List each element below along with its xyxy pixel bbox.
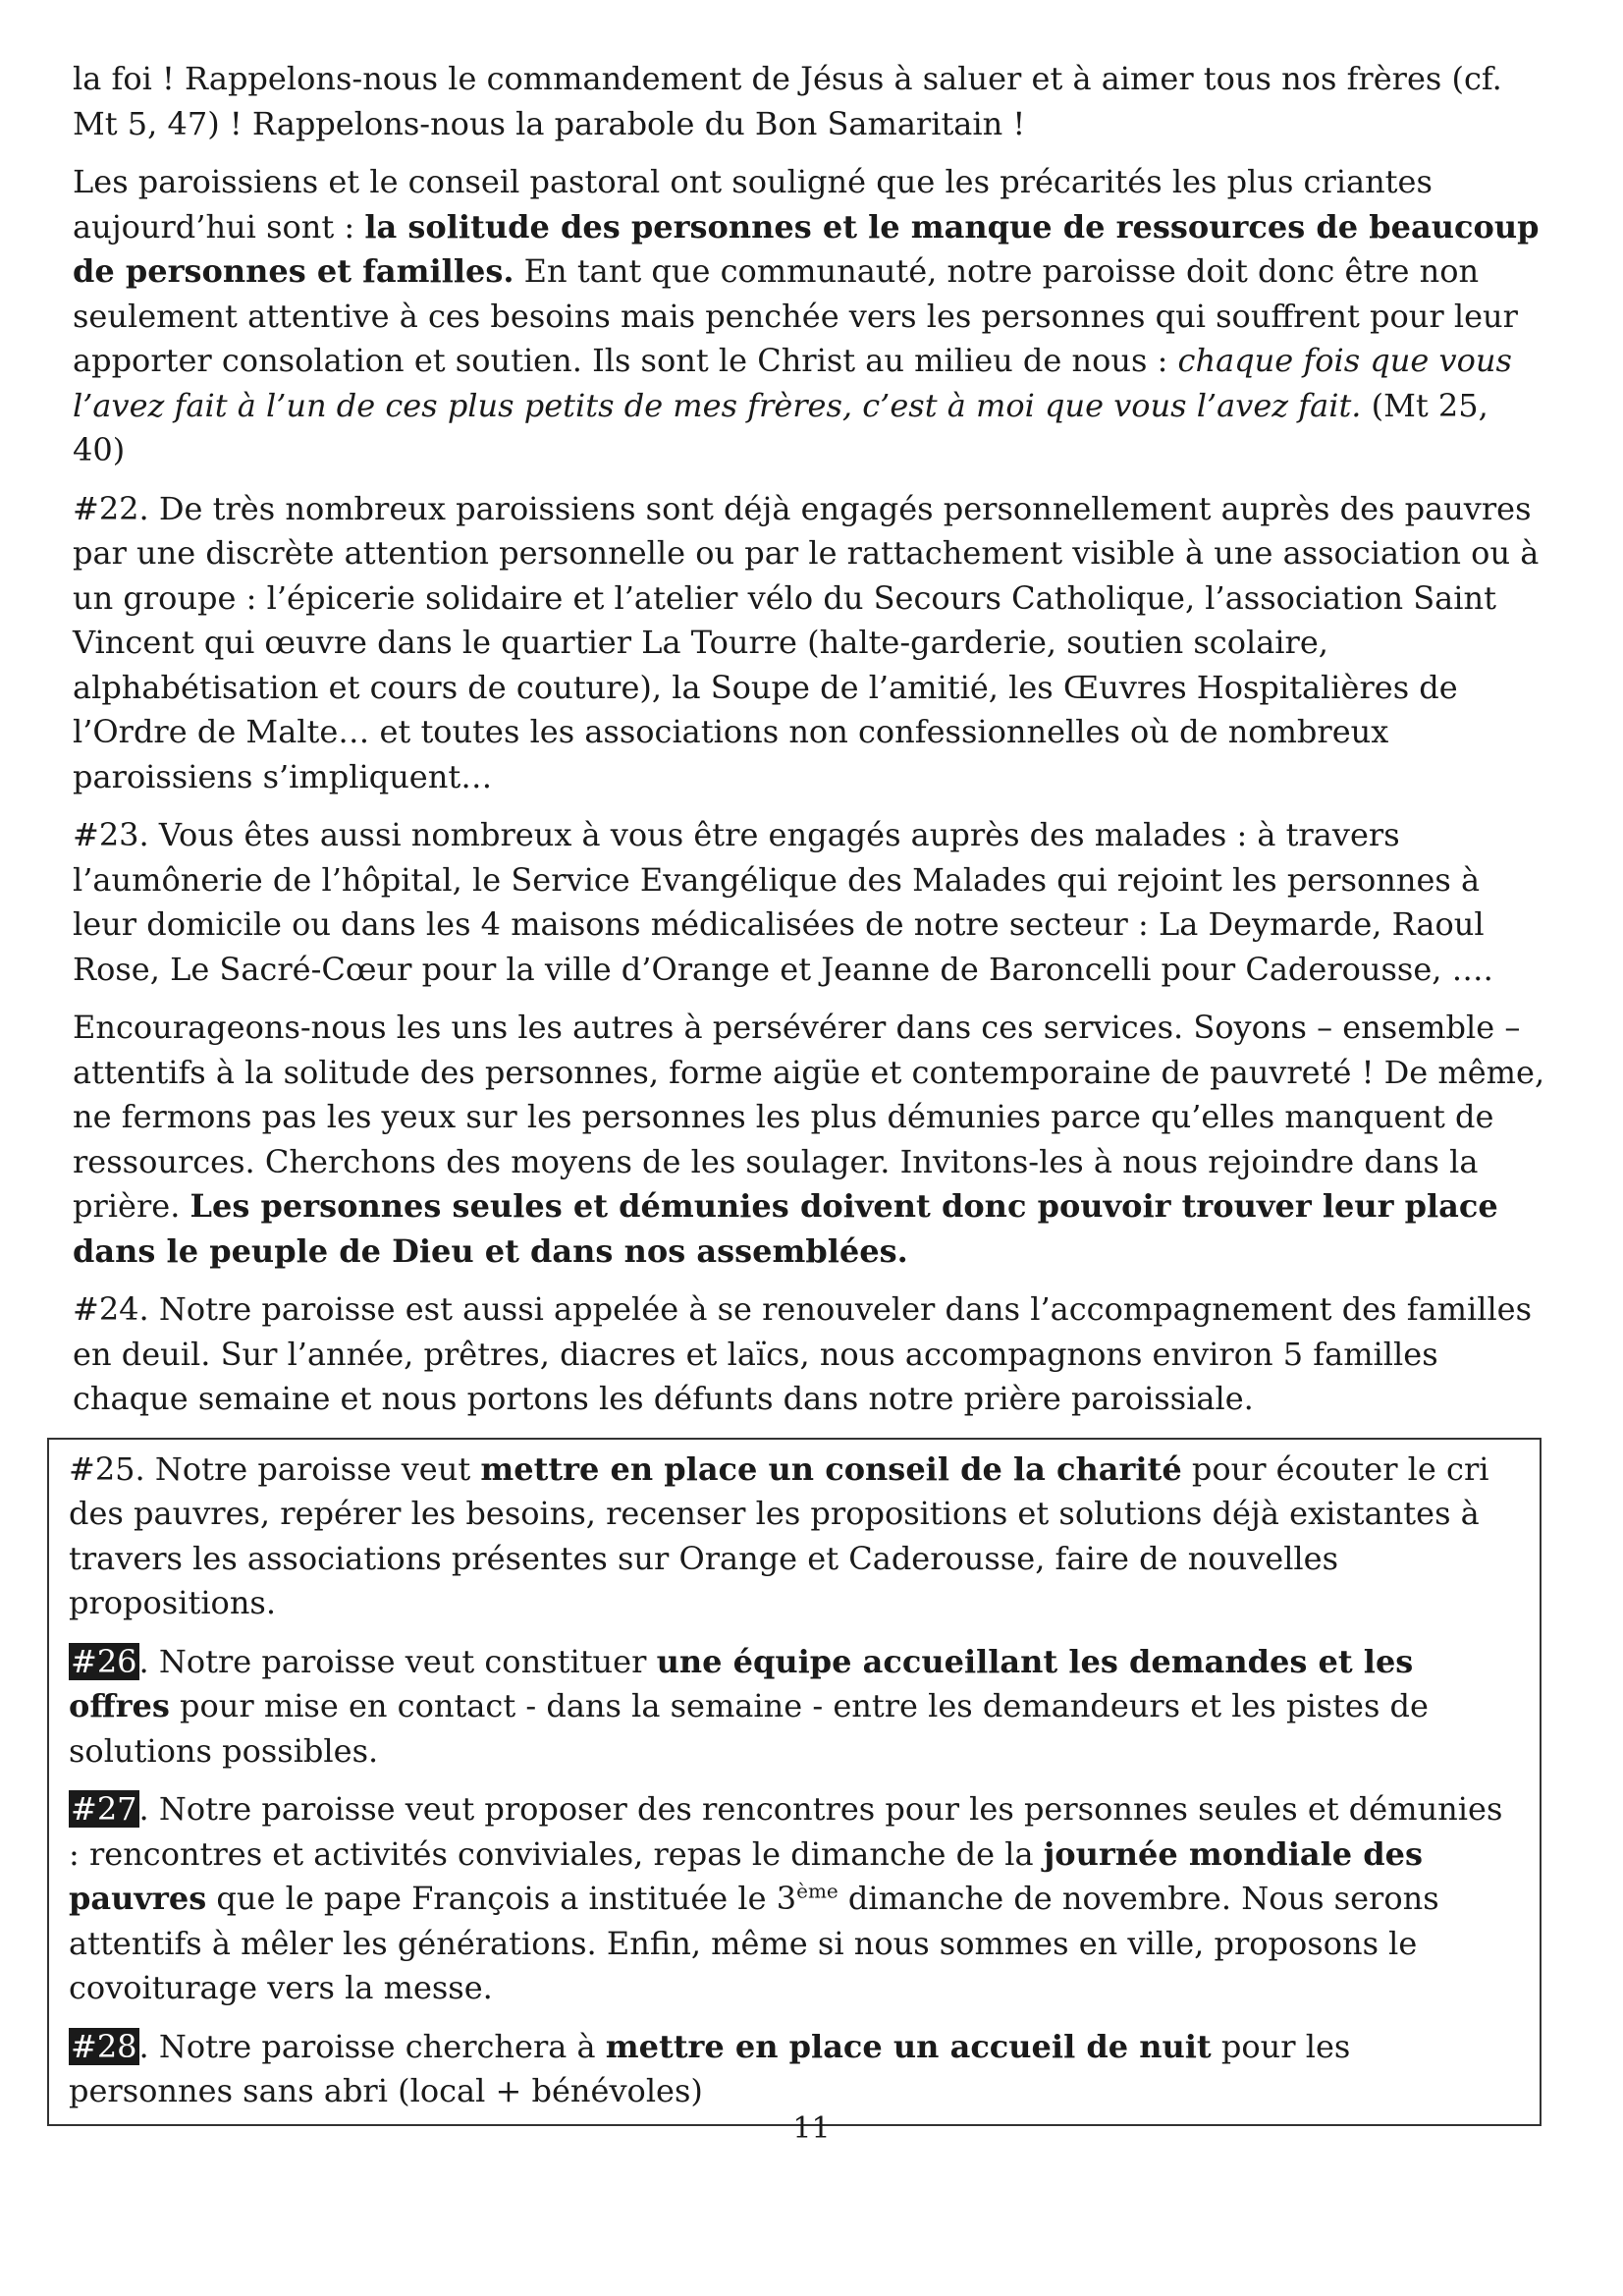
paragraph-24: #24. Notre paroisse est aussi appelée à se renouveler dans l’accompagnement des familles en deuil. Sur l’année, prêtres, diacres et laïcs, nous accompagnons environ 5 familles chaque semaine et nous portons les défunts dans notre prière paroissiale. (73, 1290, 1533, 1417)
bold-text: mettre en place un accueil de nuit (605, 2027, 1212, 2065)
bold-text: journée mondiale des pauvres (69, 1834, 1423, 1917)
paragraph-26: #26. Notre paroisse veut constituer une équipe accueillant les demandes et les offres pour mise en contact - dans la semaine - entre les demandeurs et les pistes de solutions possibles. (69, 1642, 1429, 1770)
paragraph-28: #28. Notre paroisse cherchera à mettre en place un accueil de nuit pour les personnes sans abri (local + bénévoles) (69, 2027, 1351, 2109)
bold-text: la solitude des personnes et le manque de ressources de beaucoup de personnes et familles. (73, 207, 1540, 290)
proposals-box (47, 1438, 1542, 2126)
paragraph-23: #23. Vous êtes aussi nombreux à vous être engagés auprès des malades : à travers l’aumônerie de l’hôpital, le Service Evangélique des Malades qui rejoint les personnes à leur domicile ou dans les 4 maisons médicalisées de notre secteur : La Deymarde, Raoul Rose, Le Sacré-Cœur pour la ville d’Orange et Jeanne de Baroncelli pour Caderousse, …. (73, 816, 1493, 988)
highlighted-number: #26 (71, 1642, 137, 1680)
paragraph-22: #22. De très nombreux paroissiens sont déjà engagés personnellement auprès des pauvres par une discrète attention personnelle ou par le rattachement visible à une association ou à un groupe : l’épicerie solidaire et l’atelier vélo du Secours Catholique, l’association Saint Vincent qui œuvre dans le quartier La Tourre (halte-garderie, soutien scolaire, alphabétisation et cours de couture), la Soupe de l’amitié, les Œuvres Hospitalières de l’Ordre de Malte… et toutes les associations non confessionnelles où de nombreux paroissiens s’impliquent… (73, 489, 1540, 795)
page-body (69, 57, 1545, 2126)
highlighted-number: #28 (71, 2027, 137, 2065)
page-number: 11 (792, 2111, 831, 2146)
bold-text: Les personnes seules et démunies doivent donc pouvoir trouver leur place dans le peuple de Dieu et dans nos assemblées. (73, 1187, 1498, 1270)
bold-text: mettre en place un conseil de la charité (480, 1449, 1182, 1488)
highlighted-number: #27 (71, 1790, 137, 1828)
paragraph-intro: la foi ! Rappelons-nous le commandement de Jésus à saluer et à aimer tous nos frères (cf. Mt 5, 47) ! Rappelons-nous la parabole du Bon Samaritain ! (73, 60, 1502, 142)
paragraph-precarites: Les paroissiens et le conseil pastoral ont souligné que les précarités les plus criantes aujourd’hui sont : la solitude des personnes et le manque de ressources de beaucoup de personnes et familles. En tant que communauté, notre paroisse doit donc être non seulement attentive à ces besoins mais penchée vers les personnes qui souffrent pour leur apporter consolation et soutien. Ils sont le Christ au milieu de nous : chaque fois que vous l’avez fait à l’un de ces plus petits de mes frères, c’est à moi que vous l’avez fait. (Mt 25, 40) (73, 163, 1540, 468)
italic-quote: chaque fois que vous l’avez fait à l’un de ces plus petits de mes frères, c’est à moi que vous l’avez fait. (73, 342, 1512, 424)
paragraph-27: #27. Notre paroisse veut proposer des rencontres pour les personnes seules et démunies : rencontres et activités conviviales, repas le dimanche de la journée mondiale des pauvres que le pape François a instituée le 3ème dimanche de novembre. Nous serons attentifs à mêler les générations. Enfin, même si nous sommes en ville, proposons le covoiturage vers la messe. (69, 1790, 1503, 2006)
paragraph-25: #25. Notre paroisse veut mettre en place un conseil de la charité pour écouter le cri des pauvres, repérer les besoins, recenser les propositions et solutions déjà existantes à travers les associations présentes sur Orange et Caderousse, faire de nouvelles propositions. (69, 1449, 1489, 1621)
paragraph-encourageons: Encourageons-nous les uns les autres à persévérer dans ces services. Soyons – ensemble – attentifs à la solitude des personnes, forme aigüe et contemporaine de pauvreté ! De même, ne fermons pas les yeux sur les personnes les plus démunies parce qu’elles manquent de ressources. Cherchons des moyens de les soulager. Invitons-les à nous rejoindre dans la prière. Les personnes seules et démunies doivent donc pouvoir trouver leur place dans le peuple de Dieu et dans nos assemblées. (73, 1009, 1545, 1270)
superscript: ème (796, 1879, 839, 1903)
bold-text: une équipe accueillant les demandes et les offres (69, 1642, 1414, 1724)
